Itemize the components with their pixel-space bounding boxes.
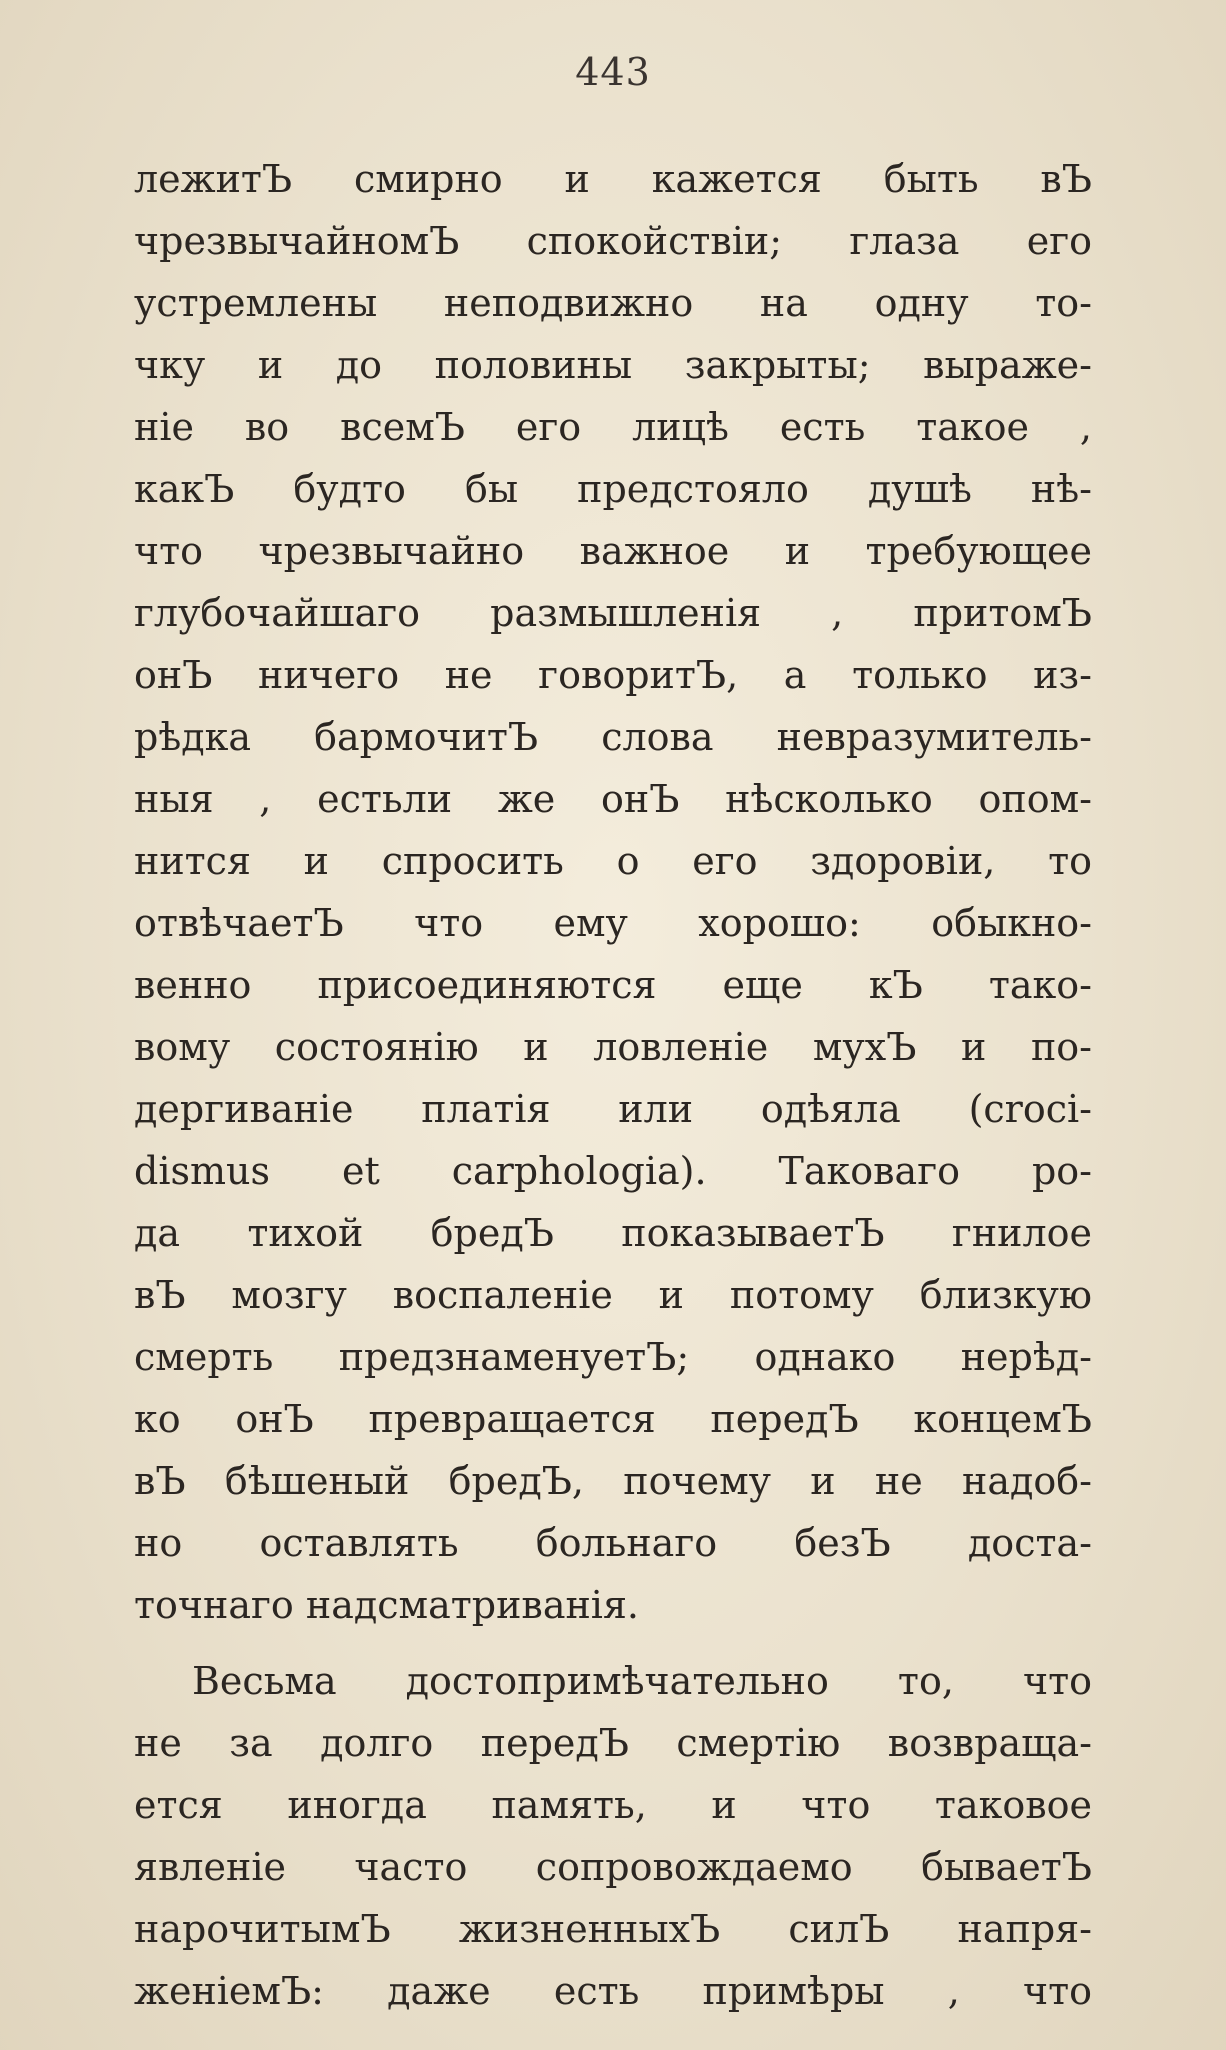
text-line: вЪ мозгу воспаленіе и потому близкую — [134, 1273, 1092, 1317]
text-line: ется иногда память, и что таковое — [134, 1783, 1092, 1827]
text-line: Весьма достопримѣчательно то, что — [192, 1659, 1092, 1703]
text-line: устремлены неподвижно на одну то- — [134, 281, 1092, 325]
text-line: вому состоянію и ловленіе мухЪ и по- — [134, 1025, 1092, 1069]
text-line: онЪ ничего не говоритЪ, а только из- — [134, 653, 1092, 697]
text-line: нарочитымЪ жизненныхЪ силЪ напря- — [134, 1907, 1092, 1951]
text-line: глубочайшаго размышленія , притомЪ — [134, 591, 1092, 635]
paragraph-1 — [134, 148, 1092, 1636]
text-line: да тихой бредЪ показываетЪ гнилое — [134, 1211, 1092, 1255]
text-line: чку и до половины закрыты; выраже- — [134, 343, 1092, 387]
text-line: лежитЪ смирно и кажется быть вЪ — [134, 157, 1092, 201]
text-line: смерть предзнаменуетЪ; однако нерѣд- — [134, 1335, 1092, 1379]
text-line: ныя , естьли же онЪ нѣсколько опом- — [134, 777, 1092, 821]
text-line: рѣдка бармочитЪ слова невразумитель- — [134, 715, 1092, 759]
paragraph-2 — [134, 1650, 1092, 2022]
page-text — [134, 148, 1092, 2022]
text-line: женіемЪ: даже есть примѣры , что — [134, 1969, 1092, 2013]
text-line: чрезвычайномЪ спокойствіи; глаза его — [134, 219, 1092, 263]
page-number: 443 — [575, 50, 651, 94]
text-line: нится и спросить о его здоровіи, то — [134, 839, 1092, 883]
text-line: вЪ бѣшеный бредЪ, почему и не надоб- — [134, 1459, 1092, 1503]
text-line: dismus et carphologia). Таковаго ро- — [134, 1149, 1092, 1193]
text-line: не за долго передЪ смертію возвраща- — [134, 1721, 1092, 1765]
paragraph-gap — [134, 1636, 1092, 1650]
text-line: ніе во всемЪ его лицѣ есть такое , — [134, 405, 1092, 449]
text-line: ко онЪ превращается передЪ концемЪ — [134, 1397, 1092, 1441]
text-line: явленіе часто сопровождаемо бываетЪ — [134, 1845, 1092, 1889]
text-line: какЪ будто бы предстояло душѣ нѣ- — [134, 467, 1092, 511]
text-line: точнаго надсматриванія. — [134, 1583, 640, 1627]
text-line: но оставлять больнаго безЪ доста- — [134, 1521, 1092, 1565]
text-line: отвѣчаетЪ что ему хорошо: обыкно- — [134, 901, 1092, 945]
text-line: что чрезвычайно важное и требующее — [134, 529, 1092, 573]
text-line: венно присоединяются еще кЪ тако- — [134, 963, 1092, 1007]
text-line: дергиваніе платія или одѣяла (croci- — [134, 1087, 1092, 1131]
